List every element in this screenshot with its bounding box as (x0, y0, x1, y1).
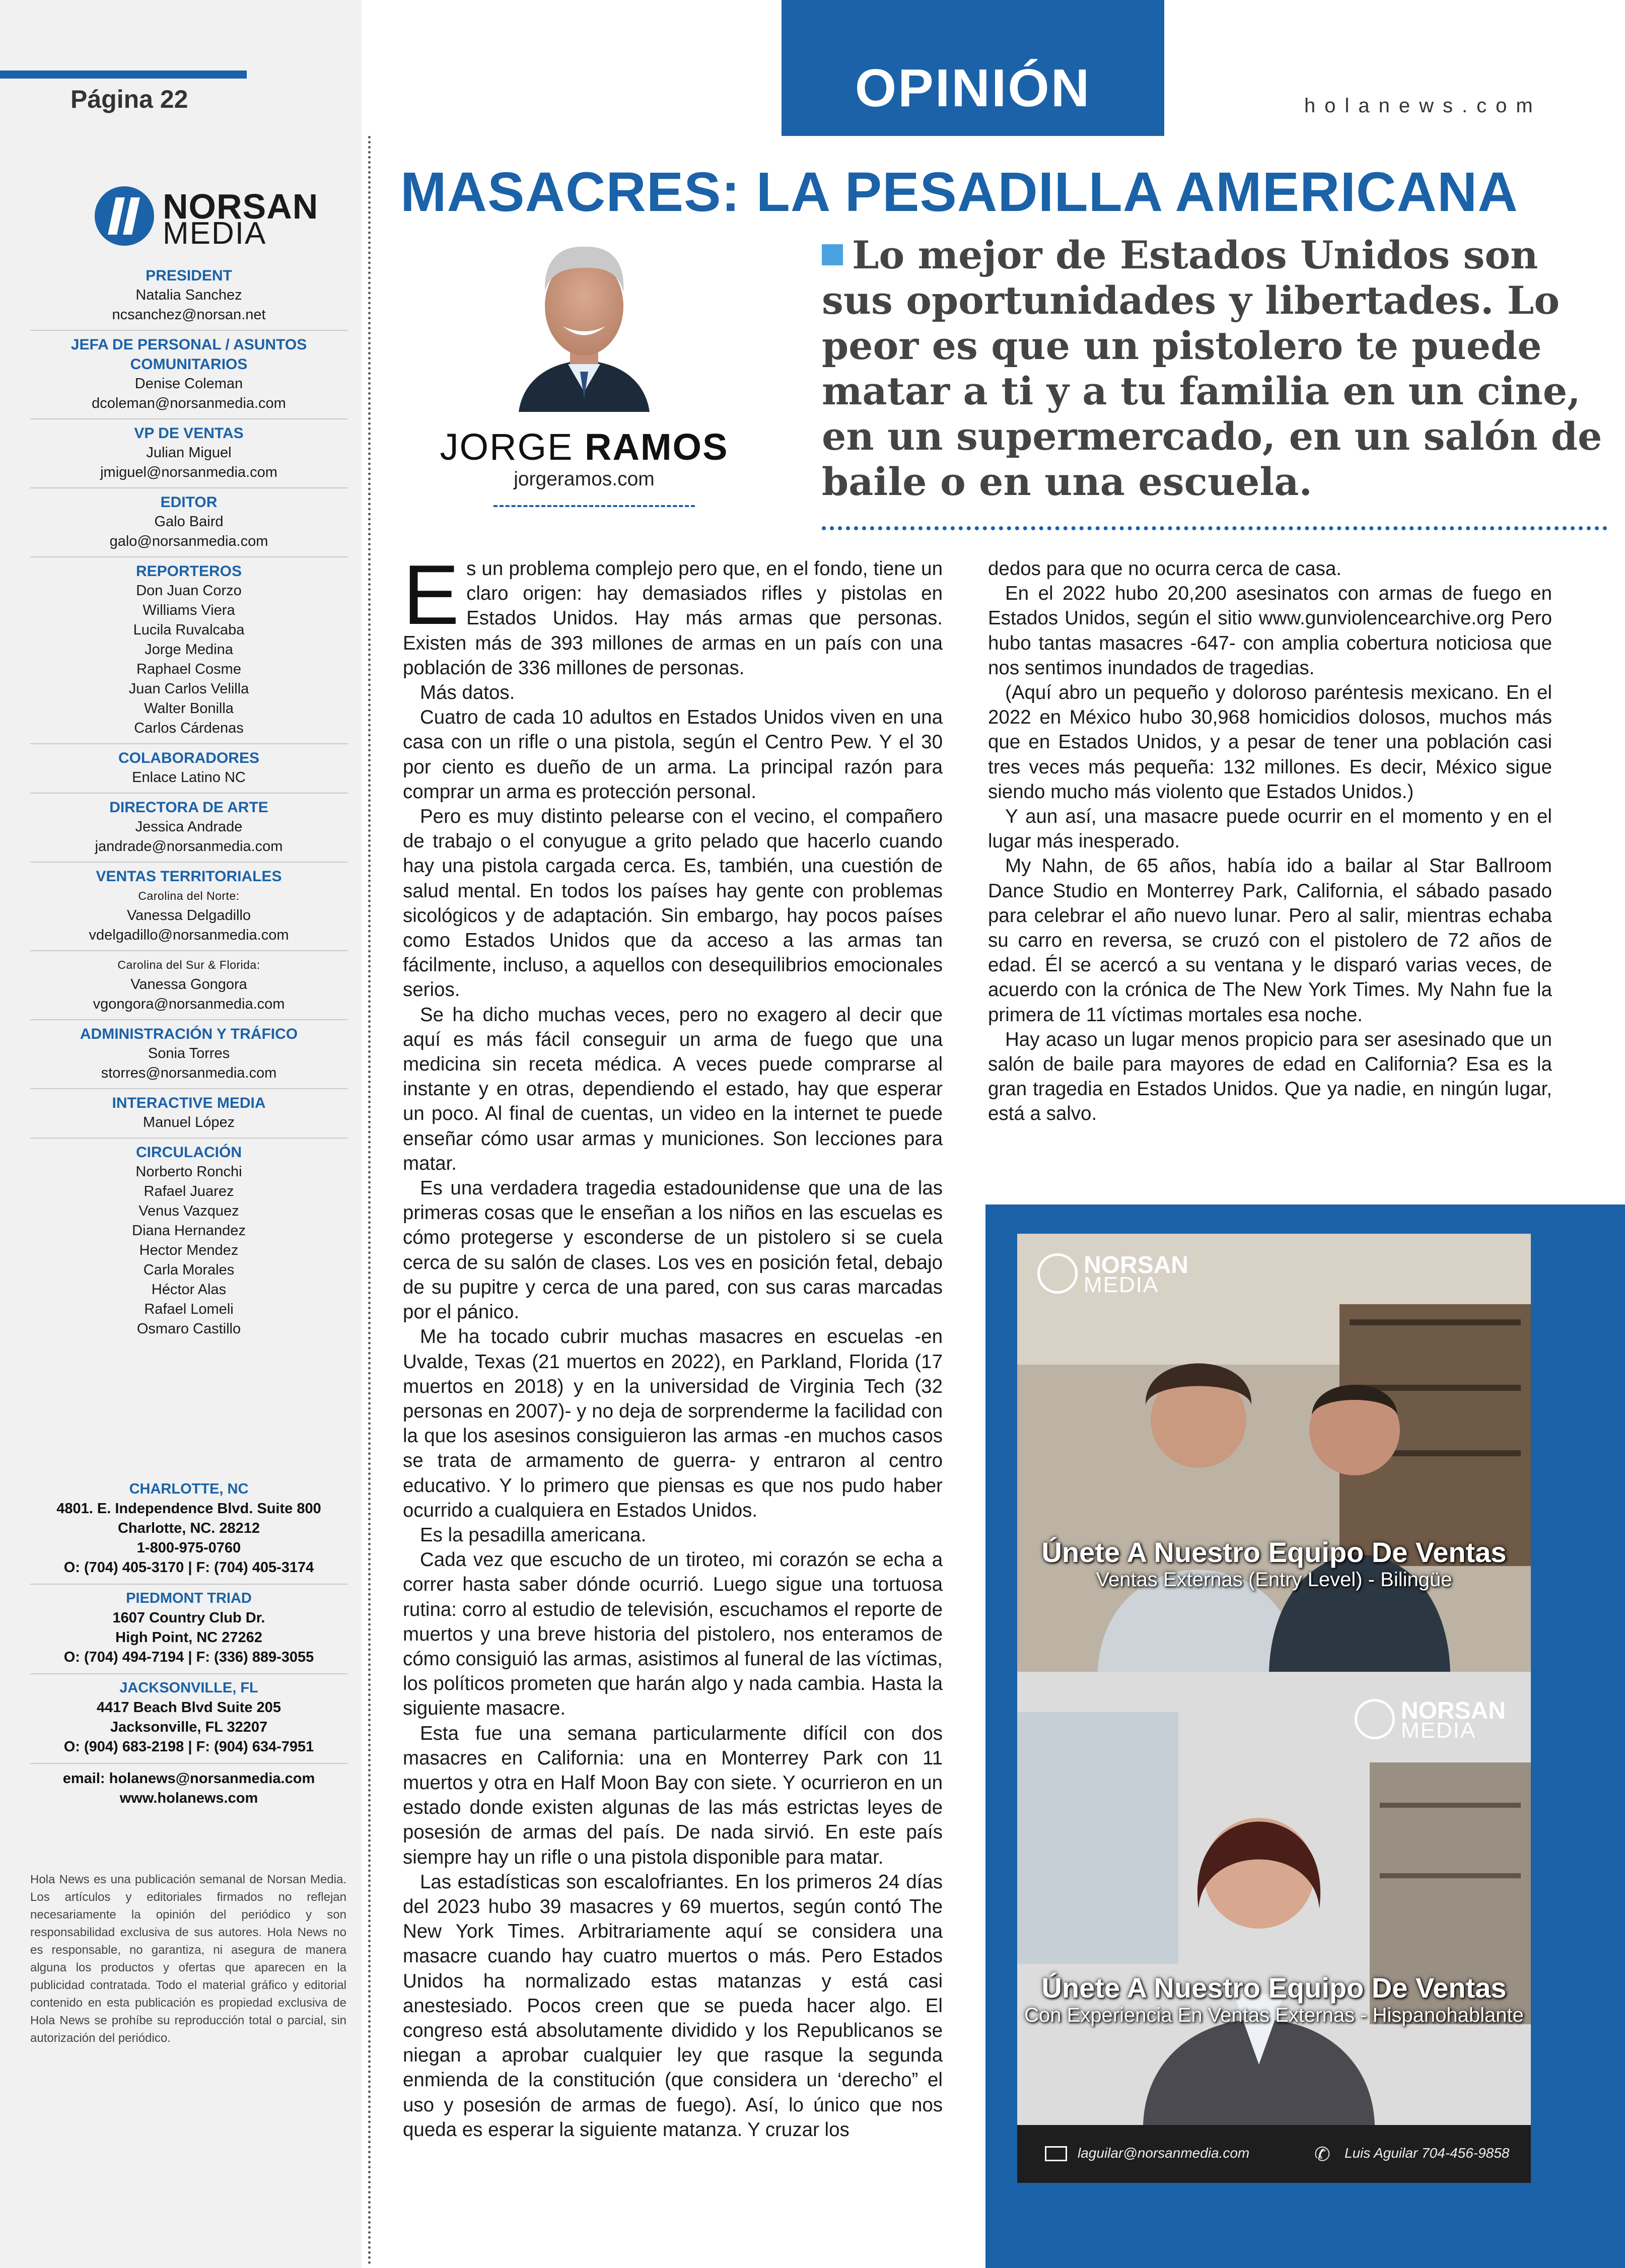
staff-block (30, 1089, 347, 1139)
office-city: JACKSONVILLE, FL (119, 1680, 258, 1696)
paragraph-text: Cuatro de cada 10 adultos en Estados Unidos viven en una casa con un rifle o una pistola, según el Centro Pew. Y el 30 por ciento es dueño de un arma. La principal razón para comprar un arma es protección personal. (403, 706, 943, 803)
office-list (30, 1475, 347, 1764)
paragraph-text: Se ha dicho muchas veces, pero no exagero al decir que aquí es más fácil conseguir un arma de fuego que una medicina sin receta médica. A veces puede comprarse al instante y en otras, dependiendo el estado, hay que esperar un poco. Al final de cuentas, un video en la internet te puede enseñar cómo usar armas y municiones. Son lecciones para matar. (403, 1004, 943, 1174)
office-detail: O: (704) 494-7194 | F: (336) 889-3055 (63, 1649, 314, 1665)
staff-entry: Carlos Cárdenas (134, 720, 244, 736)
job-ad[interactable] (1017, 1234, 1531, 2183)
staff-entry[interactable]: jandrade@norsanmedia.com (95, 838, 283, 855)
contact-email[interactable]: email: holanews@norsanmedia.com (62, 1770, 315, 1787)
office-detail: 4801. E. Independence Blvd. Suite 800 (56, 1501, 321, 1517)
article-paragraph (403, 1523, 943, 1547)
article-paragraph (403, 680, 943, 705)
paragraph-text: Y aun así, una masacre puede ocurrir en el momento y en el lugar más inesperado. (988, 806, 1552, 853)
staff-entry: Lucila Ruvalcaba (133, 622, 245, 638)
staff-title: VP DE VENTAS (134, 425, 244, 442)
staff-entry: Julian Miguel (146, 445, 232, 461)
article-paragraph (403, 705, 943, 804)
staff-entry: Norberto Ronchi (135, 1164, 242, 1180)
staff-entry[interactable]: galo@norsanmedia.com (109, 533, 268, 549)
office-detail: Jacksonville, FL 32207 (110, 1719, 268, 1735)
staff-title: EDITOR (160, 494, 218, 511)
article-column-1 (403, 547, 943, 2208)
article-paragraph (403, 547, 943, 680)
ad-subheadline-2: Con Experiencia En Ventas Externas - Hispanohablante (1024, 2004, 1524, 2026)
article-paragraph (988, 581, 1552, 680)
paragraph-text: Es la pesadilla americana. (420, 1524, 647, 1546)
staff-title: DIRECTORA DE ARTE (109, 799, 268, 816)
staff-entry: Diana Hernandez (132, 1223, 246, 1239)
staff-region: Carolina del Sur & Florida: (117, 958, 260, 971)
ad-logo-bottom (1355, 1697, 1506, 1742)
article-paragraph (403, 1721, 943, 1870)
staff-block (30, 1139, 347, 1344)
staff-entry: Hector Mendez (139, 1242, 239, 1258)
staff-entry: Jessica Andrade (135, 819, 243, 835)
ad-logo-word-media: MEDIA (1401, 1718, 1476, 1743)
paragraph-text: En el 2022 hubo 20,200 asesinatos con armas de fuego en Estados Unidos, según el sitio www.gunviolencearchive.org Pero hubo tantas masacres -647- con amplia cobertura noticiosa que nos sentimos inundados de tragedias. (988, 583, 1552, 679)
logo-word-media: MEDIA (163, 216, 267, 251)
paragraph-text: Esta fue una semana particularmente difícil con dos masacres en California: una en Monterrey Park con 11 muertos y otra en Half Moon Bay con siete. Y ocurrieron en un estado donde existen algunas de las más estrictas leyes de posesión de armas del país. De nada sirvió. En este país siempre hay un rifle o una pistola disponible para matar. (403, 1722, 943, 1868)
staff-title: VENTAS TERRITORIALES (96, 868, 282, 885)
norsan-logo-icon (1037, 1253, 1078, 1294)
staff-entry: Osmaro Castillo (136, 1321, 241, 1337)
site-url: holanews.com (1304, 95, 1542, 117)
staff-block (30, 1020, 347, 1089)
author-name (403, 426, 765, 468)
author-website[interactable]: jorgeramos.com (514, 468, 655, 490)
staff-entry: Jorge Medina (145, 642, 233, 658)
staff-block (30, 951, 347, 1020)
staff-entry: Natalia Sanchez (135, 287, 242, 303)
author-divider (493, 505, 695, 507)
staff-entry: Rafael Juarez (144, 1183, 234, 1199)
article-paragraph (988, 804, 1552, 854)
staff-entry: Venus Vazquez (138, 1203, 239, 1219)
sidebar-top-rule (0, 70, 247, 79)
paragraph-text: Es una verdadera tragedia estadounidense que una de las primeras cosas que le enseñan a los niños en las escuelas es cómo protegerse y esconderse de un pistolero si se cuela cerca de su salón de clases. Los ves en posición fetal, debajo de su pupitre y cerca de una pared, con sus caras marcadas por el pánico. (403, 1177, 943, 1323)
staff-entry[interactable]: ncsanchez@norsan.net (112, 307, 266, 323)
pull-quote-text: Lo mejor de Estados Unidos son sus oportunidades y libertades. Lo peor es que un pistolero te puede matar a ti y a tu familia en un cine, en un supermercado, en un salón de baile o en una escuela. (822, 233, 1602, 504)
paragraph-text: Me ha tocado cubrir muchas masacres en escuelas -en Uvalde, Texas (21 muertos en 2022), en Parkland, Florida (17 muertos en 2018) y en la universidad de Virginia Tech (32 personas en 2007)- y no deja de sorprenderme la facilidad con la que los asesinos consiguieron las armas -en muchos casos se trata de armamento de guerra- y entraron al centro educativo. Y lo primero que piensas es que nos pudo haber ocurrido a cualquiera en Estados Unidos. (403, 1326, 943, 1521)
staff-title: COLABORADORES (118, 750, 259, 766)
staff-directory (30, 262, 347, 1344)
staff-entry[interactable]: dcoleman@norsanmedia.com (92, 395, 286, 411)
envelope-icon (1045, 2146, 1067, 2161)
staff-entry: Walter Bonilla (144, 700, 234, 717)
office-detail: O: (704) 405-3170 | F: (704) 405-3174 (63, 1560, 314, 1576)
staff-entry: Carla Morales (143, 1262, 235, 1278)
article-column-2 (988, 556, 1552, 1196)
paragraph-text: s un problema complejo pero que, en el fondo, tiene un claro origen: hay demasiados rifles y pistolas en Estados Unidos. Hay más armas que personas. Existen más de 393 millones de armas en un país con una población de 336 millones de personas. (403, 558, 943, 679)
office-detail: O: (904) 683-2198 | F: (904) 634-7951 (63, 1739, 314, 1755)
page-number: Página 22 (70, 85, 188, 113)
norsan-logo-icon (1355, 1699, 1395, 1739)
staff-entry: Juan Carlos Velilla (128, 681, 249, 697)
office-block (30, 1475, 347, 1585)
ad-logo-word-norsan: NORSAN (1401, 1697, 1506, 1724)
pull-quote (822, 233, 1607, 505)
staff-entry: Rafael Lomeli (144, 1301, 234, 1317)
article-paragraph (403, 804, 943, 1003)
office-city: CHARLOTTE, NC (129, 1481, 249, 1497)
staff-entry: Héctor Alas (151, 1282, 227, 1298)
section-label: OPINIÓN (855, 58, 1091, 118)
paragraph-text: My Nahn, de 65 años, había ido a bailar al Star Ballroom Dance Studio en Monterrey Park, California, el sábado pasado para celebrar el año nuevo lunar. Pero al salir, mientras echaba su carro en reversa, se cruzó con el pistolero de 72 años de edad. Él se acercó a su ventana y le disparó varias veces, de acuerdo con la crónica de The New York Times. My Nahn fue la primera de 11 víctimas mortales esa noche. (988, 855, 1552, 1026)
ad-headline-2: Únete A Nuestro Equipo De Ventas (1041, 1972, 1507, 2004)
staff-entry: Don Juan Corzo (136, 583, 242, 599)
paragraph-text: Cada vez que escucho de un tiroteo, mi corazón se echa a correr hasta saber dónde ocurrió. Luego sigue una tortuosa rutina: corro al estudio de televisión, escuchamos el reporte de muertos y una breve historia del pistolero, nos enteramos de cómo consiguió las armas, asistimos al funeral de las víctimas, los políticos prometen que harán algo y nada cambia. Hasta la siguiente masacre. (403, 1549, 943, 1720)
office-directory (30, 1475, 347, 1808)
office-detail: 1607 Country Club Dr. (112, 1610, 265, 1626)
author-first-name: JORGE (440, 426, 574, 468)
section-tab (782, 0, 1164, 136)
ad-contact-bar (1017, 2125, 1531, 2183)
staff-entry[interactable]: vdelgadillo@norsanmedia.com (89, 927, 289, 943)
staff-entry[interactable]: vgongora@norsanmedia.com (93, 996, 285, 1012)
article-headline: MASACRES: LA PESADILLA AMERICANA (400, 161, 1518, 223)
staff-entry: Raphael Cosme (136, 661, 241, 677)
staff-entry: Denise Coleman (134, 376, 243, 392)
staff-entry[interactable]: jmiguel@norsanmedia.com (100, 464, 277, 480)
staff-entry: Enlace Latino NC (132, 769, 246, 786)
masthead-sidebar (0, 0, 362, 2268)
article-paragraph (988, 854, 1552, 1027)
staff-entry: Vanessa Gongora (130, 976, 247, 993)
office-detail: 4417 Beach Blvd Suite 205 (97, 1699, 281, 1716)
contact-info (30, 1764, 347, 1808)
staff-block (30, 794, 347, 863)
logo-word-norsan: NORSAN (163, 187, 319, 226)
staff-entry: Sonia Torres (148, 1045, 230, 1061)
paragraph-text: Las estadísticas son escalofriantes. En los primeros 24 días del 2023 hubo 39 masacres y 69 muertos, según contó The New York Times. Arbitrariamente aquí se considera una masacre cuando hay cuatro muertos o más. Pero Estados Unidos ha normalizado estas matanzas y está casi anestesiado. Pocos creen que se pueda hacer algo. El congreso está absolutamente dividido y los Republicanos se niegan a aprobar cualquier ley que rasque la segunda enmienda de la constitución (que considera un ‘derecho” el uso y posesión de armas de fuego). Así, lo único que nos queda es esperar la siguiente matanza. Y cruzar los (403, 1871, 943, 2141)
paragraph-text: Pero es muy distinto pelearse con el vecino, el compañero de trabajo o el conyugue a grito pelado que hacerlo cuando hay una pistola cargada cerca. Es, también, una cuestión de salud mental. En todos los países hay gente con problemas sicológicos y de adaptación. Sin embargo, hay pocos países como Estados Unidos que da acceso a las armas tan fácilmente, incluso, a aquellos con desequilibrios emocionales serios. (403, 806, 943, 1001)
article-paragraph (403, 1324, 943, 1523)
ad-email[interactable]: laguilar@norsanmedia.com (1078, 2145, 1250, 2161)
ad-contact-phone[interactable]: Luis Aguilar 704-456-9858 (1345, 2145, 1510, 2161)
staff-block (30, 744, 347, 794)
drop-cap: E (403, 547, 460, 642)
ad-headline-1: Únete A Nuestro Equipo De Ventas (1041, 1536, 1507, 1568)
norsan-logo-icon (95, 186, 154, 246)
staff-title: INTERACTIVE MEDIA (112, 1095, 266, 1111)
ad-logo-word-media: MEDIA (1084, 1272, 1159, 1297)
sidebar-divider (368, 136, 371, 2266)
office-detail: Charlotte, NC. 28212 (117, 1520, 260, 1536)
quote-square-icon (822, 244, 843, 265)
staff-title: JEFA DE PERSONAL / ASUNTOS COMUNITARIOS (70, 336, 307, 373)
ad-logo-word-norsan: NORSAN (1084, 1252, 1189, 1279)
paragraph-text: Hay acaso un lugar menos propicio para ser asesinado que un salón de baile para mayores de edad en California? Esa es la gran tragedia en Estados Unidos. Que ya nadie, en ningún lugar, está a salvo. (988, 1028, 1552, 1125)
staff-title: REPORTEROS (135, 563, 242, 580)
author-last-name: RAMOS (585, 426, 729, 468)
publication-disclaimer: Hola News es una publicación semanal de Norsan Media. Los artículos y editoriales firmados no reflejan necesariamente la opinión del periódico y son responsabilidad exclusiva de sus autores. Hola News no es responsable, no garantiza, ni asegura de manera alguna los productos y ofertas que aparecen en la publicidad contratada. Todo el material gráfico y editorial contenido en esta publicación es propiedad exclusiva de Hola News se prohíbe su reproducción total o parcial, sin autorización del periódico. (30, 1873, 346, 2045)
staff-entry: Manuel López (143, 1114, 235, 1130)
article-paragraph (403, 1003, 943, 1176)
staff-block (30, 262, 347, 331)
norsan-media-logo (95, 186, 326, 251)
phone-icon: ✆ (1314, 2144, 1330, 2165)
paragraph-text: Más datos. (420, 682, 515, 704)
pull-quote-divider (822, 526, 1607, 530)
contact-website[interactable]: www.holanews.com (119, 1790, 258, 1806)
staff-entry: Galo Baird (154, 514, 224, 530)
author-photo (509, 226, 660, 412)
article-paragraph (403, 1176, 943, 1324)
office-block (30, 1674, 347, 1764)
ad-logo-top (1037, 1251, 1188, 1297)
staff-block (30, 331, 347, 419)
staff-title: CIRCULACIÓN (136, 1144, 242, 1161)
staff-entry: Vanessa Delgadillo (126, 907, 251, 924)
article-paragraph (988, 680, 1552, 804)
paragraph-text: (Aquí abro un pequeño y doloroso paréntesis mexicano. En el 2022 en México hubo 30,968 homicidios dolosos, muchos más que en Estados Unidos, y a pesar de tener una población casi tres veces más pequeña: 132 millones. Es decir, México sigue siendo mucho más violento que Estados Unidos.) (988, 682, 1552, 803)
ad-subheadline-1: Ventas Externas (Entry Level) - Bilingüe (1096, 1569, 1452, 1591)
office-detail: High Point, NC 27262 (115, 1629, 262, 1646)
staff-block (30, 557, 347, 744)
staff-title: PRESIDENT (146, 267, 232, 284)
office-city: PIEDMONT TRIAD (126, 1590, 252, 1606)
paragraph-text: dedos para que no ocurra cerca de casa. (988, 558, 1342, 580)
staff-block (30, 488, 347, 557)
article-paragraph (403, 1870, 943, 2142)
office-block (30, 1585, 347, 1674)
staff-entry: Williams Viera (143, 602, 235, 618)
office-detail: 1-800-975-0760 (136, 1540, 241, 1556)
staff-entry[interactable]: storres@norsanmedia.com (101, 1065, 277, 1081)
article-paragraph (988, 556, 1552, 581)
article-paragraph (403, 1547, 943, 1721)
staff-title: ADMINISTRACIÓN Y TRÁFICO (80, 1026, 298, 1042)
article-paragraph (988, 1027, 1552, 1126)
staff-region: Carolina del Norte: (138, 889, 240, 902)
staff-block (30, 863, 347, 951)
staff-block (30, 419, 347, 488)
ad-photo-sales-team (1017, 1234, 1531, 1672)
